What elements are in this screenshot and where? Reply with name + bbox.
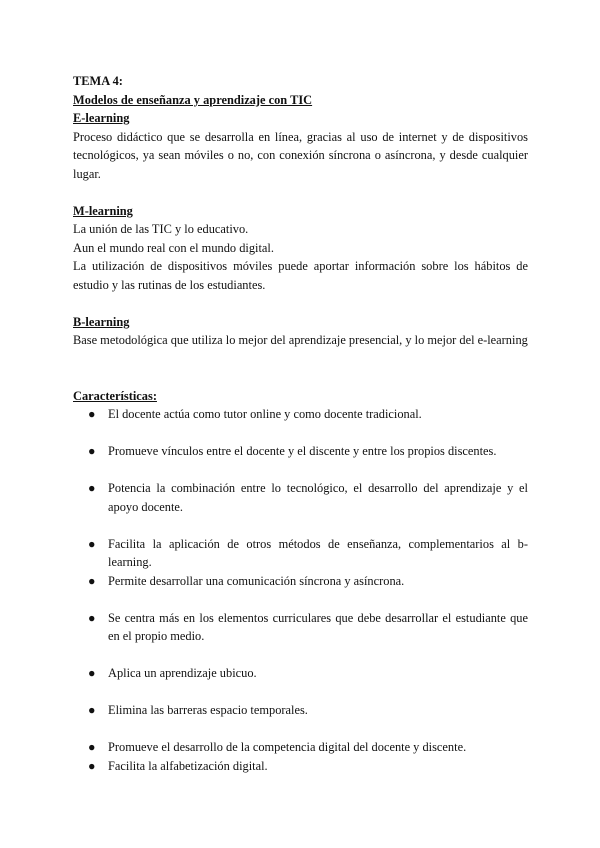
bullet-icon: ● [88, 758, 96, 773]
list-item: ● Potencia la combinación entre lo tecnológico, el desarrollo del aprendizaje y el apoyo docente. [88, 481, 528, 514]
caracteristicas-heading: Características: [73, 388, 157, 403]
bullet-icon: ● [88, 740, 96, 754]
bullet-icon: ● [88, 481, 96, 495]
mlearning-line: La utilización de dispositivos móviles puede aportar información sobre los hábitos de estudio y las rutinas de los estudiantes. [73, 259, 528, 292]
bullet-icon: ● [88, 703, 96, 717]
document-title: Modelos de enseñanza y aprendizaje con TIC [73, 92, 313, 107]
list-item: ● Facilita la alfabetización digital. [73, 757, 528, 776]
mlearning-line: Aun el mundo real con el mundo digital. [73, 240, 274, 255]
bullet-icon: ● [88, 610, 96, 625]
bullet-icon: ● [88, 407, 96, 421]
elearning-text: Proceso didáctico que se desarrolla en línea, gracias al uso de internet y de dispositivos tecnológicos, ya sean móviles o no, con conexión síncrona o asíncrona, y desde cualquier lugar. [73, 129, 528, 181]
mlearning-line: La unión de las TIC y lo educativo. [73, 222, 249, 236]
mlearning-heading: M-learning [73, 203, 133, 218]
list-item: ● Elimina las barreras espacio temporales. [73, 701, 528, 720]
list-item: ● Aplica un aprendizaje ubicuo. [73, 664, 528, 683]
list-item: ● Permite desarrollar una comunicación síncrona y asíncrona. [73, 572, 528, 591]
bullet-icon: ● [88, 573, 96, 588]
blearning-heading: B-learning [73, 314, 130, 329]
list-item: ● Facilita la aplicación de otros métodos de enseñanza, complementarios al b-learning. [88, 536, 528, 569]
bullet-icon: ● [88, 444, 96, 458]
list-item: ● Promueve vínculos entre el docente y el discente y entre los propios discentes. [73, 442, 528, 461]
blearning-text: Base metodológica que utiliza lo mejor del aprendizaje presencial, y lo mejor del e-learning [73, 333, 528, 347]
caracteristicas-list [73, 405, 528, 775]
bullet-icon: ● [88, 536, 96, 551]
tema-label: TEMA 4: [73, 74, 123, 88]
document-page [73, 72, 528, 775]
list-item: ● Se centra más en los elementos curriculares que debe desarrollar el estudiante que en el propio medio. [88, 610, 528, 643]
list-item: ● Promueve el desarrollo de la competencia digital del docente y discente. [73, 738, 528, 757]
elearning-heading: E-learning [73, 111, 130, 125]
list-item: ● El docente actúa como tutor online y como docente tradicional. [73, 405, 528, 424]
bullet-icon: ● [88, 666, 96, 680]
